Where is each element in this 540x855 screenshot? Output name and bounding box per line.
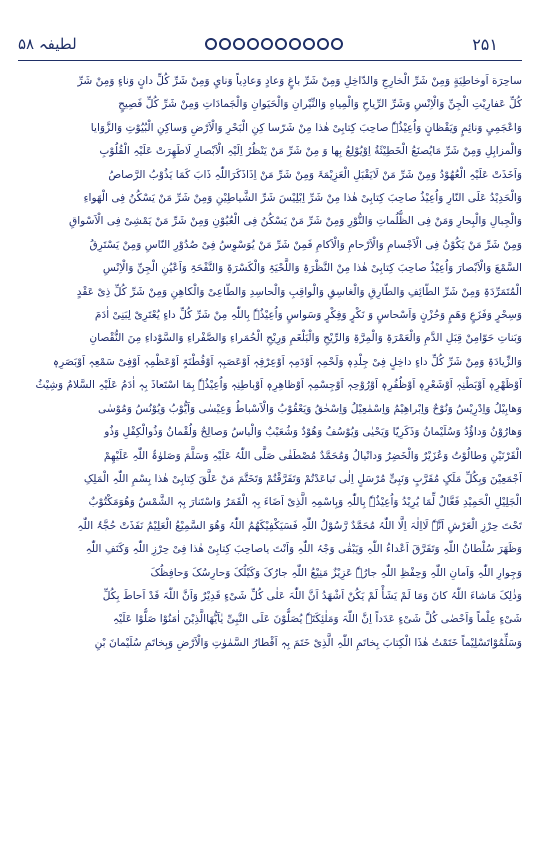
- body-text: [18, 70, 522, 839]
- ornament-ring-icon: [317, 38, 329, 50]
- text-line: وَاَخَذَتْ عَلَیْہِ الْعُھُوْدُ وَمِنْ شَرِّ مَنْ لَایَقْبَلِ الْعَزِیْمَۃَ وَمِنْ شَرِّ مَنْ اِذَاذَکَرَاللّٰہِ ذَابَ کَمَا یَذُوْبُ الرَّصاصُ: [108, 168, 522, 181]
- ornament-ring-icon: [275, 38, 287, 50]
- ornament-ring-icon: [205, 38, 217, 50]
- text-line: وَاعْجَمِیٍ وَنائِمٍ وَیَقْظانٍ وَاُعِیْذُہٗ صاحِبَ کِتابِیْ ھٰذا مِنْ شَرّسا کِنِ الْبَحْرِ وَالْاَرْضِ وَساکِنِ الْبُیُوْتِ وَالزَّوَایا: [90, 121, 522, 134]
- ornament-ring-icon: [289, 38, 301, 50]
- text-line: السَّمْعَ وَالْاَبْصارَ وَاُعِیْذُ صاحِبَ کِتابِیْ ھٰذا مِنْ النَّظْرَۃِ وَاللَّحْیَۃِ وَالْکَسْرَۃِ وَالنَّفْحَۃِ وَاَعْیُنِ الْجِنِّ وَالْاِنْسِ: [102, 262, 522, 275]
- text-line: اَوْظَھْرِہٖ اَوْبَطْنِہٖ اَوْشَعْرِہٖ اَوْظُفُرِہٖ اَوْرُوْحِہٖ اَوْجِسْمِہٖ اَوْظاھِرِہٖ اَوْباطِنِہٖ وَاُعِیْذُہٗ بِمَا اسْتَعاذَ بِہٖ اٰدَمُ عَلَیْہِ السَّلامُ وَشِیْثُ: [35, 379, 522, 392]
- text-line: الْمُتَمَرِّدَۃِ وَمِنْ شَرِّ الطّائِفِ وَالطّارِقِ وَالْغاسِقِ وَالْواقِبِ وَالْحاسِدِ وَالطّاعِیْ وَالْکاھِنِ وَمِنْ شَرِّ کُلِّ ذِیْ عَقْدٍ: [76, 285, 522, 298]
- text-line: تَحْتَ حِرْزِ الْعَرْشِ اَنَّہٗ لَااِلٰہَ اِلَّا اللّٰہُ مُحَمَّدٌ رَّسُوْلُ اللّٰہِ فَسَیَکْفِیْکَھُمُ اللّٰہُ وَھُوَ السَّمِیْعُ الْعَلِیْمُ نَفَذَتْ حُجَّۃُ اللّٰہِ: [77, 519, 522, 532]
- text-line: وَذٰلِکَ مَاشاءَ اللّٰہُ کانَ وَمَا لَمْ یَشَأْ لَمْ یَکُنْ اَشْھَدُ اَنَّ اللّٰہَ عَلٰی کُلِّ شَیْءٍ قَدِیْرٌ وَاَنَّ اللّٰہَ قَدْ اَحاطَ بِکُلِّ: [102, 589, 522, 602]
- ornament-ring-icon: [331, 38, 343, 50]
- text-line: اَجْمَعِیْنَ وَبِکُلِّ مَلَکٍ مُقَرَّبٍ وَنَبِیٍّ مُرْسَلٍ اِلٰی تَباعَدْتُمْ وَتَفَرَّقْتُمْ وَتَخَتَّمَ مَنْ عَلَّقَ کِتابِیْ ھٰذا بِسْمِ اللّٰہِ الْمَلِکِ: [83, 472, 522, 485]
- text-line: وَالْجِبالِ وَالْبِحارِ وَمَنْ فِی الظُّلُماتِ وَالنُّوْرِ وَمِنْ شَرِّ مَنْ یَسْکُنُ فِی الْعُیُوْنِ وَمِنْ شَرِّ مَنْ یَمْشِیْ فِی الْاَسْواقِ: [69, 215, 522, 228]
- text-line: الْقَرْنَیْنِ وَطالُوْتُ وَعُزَیْرٌ وَالْخَضِرُ وَدانْیالُ وَمُحَمَّدٌ مُصْطَفٰی صَلَّی اللّٰہُ عَلَیْہِ وَسَلَّمَ وَصَلوٰۃُ اللّٰہِ عَلَیْھِمْ: [103, 449, 522, 462]
- text-line: وَالْحَدِیْدُ عَلَی النّارِ وَاُعِیْذُ صاحِبَ کِتابِیْ ھٰذا مِنْ شَرِّ اِبْلِیْسَ شَرِّ الشَّیاطِیْنِ وَمِنْ شَرِّ مَنْ یَسْکُنُ فِی الْھَواءِ: [83, 192, 522, 205]
- text-line: ساحِرَة اَوخاطِیَةٍ وَمِنْ شَرِّ الْخارِجِ وَالدّاخِلِ وَمِنْ شَرِّ باغٍ وَعادٍ وَعادِیاً وَنایٍ وَمِنْ شَرِّ کُلِّ دانٍ وَناءٍ وَمِنْ شَرِّ: [77, 75, 522, 87]
- text-line: وَسَلِّمُوْاتَسْلِیْماً خَتَمْتُ ھٰذَا الْکِتابَ بِخاتَمِ اللّٰہِ الَّذِیْ خَتَمَ بِہٖ اَقْطارُ السَّمٰوٰتِ وَالْاَرْضِ وَبِخاتَمِ سُلَیْمانَ بْنِ: [94, 636, 522, 649]
- header-rule: [18, 60, 522, 61]
- ornament-ring-icon: [303, 38, 315, 50]
- text-line: الْجَلِیْلِ الْحَمِیْدِ فَعَّالٌ لِّمَا یُرِیْدُ وَاُعِیْذُہٗ بِاللّٰہِ وَبِاسْمِہِ الَّذِیْ اَضَاءَ بِہٖ الْقَمَرُ وَاسْتَنارَ بِہٖ الشَّمْسُ وَھُوَمَکْتُوْبٌ: [88, 496, 522, 509]
- text-line: وَسِحْرٍ وَفَزَعٍ وَھَمٍ وَحُزْنٍ وَاَسْحاسٍ وَ نَکْرٍ وَفِکْرٍ وَسَواسٍ وَاُعِیْذُہٗ بِاللّٰہِ مِنْ شَرِّ کُلِّ داءٍ یُعْتَرِیْ لِبَنِیْ اٰدَمَ: [94, 309, 522, 322]
- text-line: وَمِنْ شَرِّ مَنْ یَکُوْنُ فِی الْاَجْسامِ وَالْاَرْحامِ وَالْاَکامِ فَمِنْ شَرِّ مَنْ یُوَسْوِسُ فِیْ صُدُوْرِ النّاسِ وَمِنْ یَسْتَرِقُ: [89, 238, 522, 251]
- page-header: [18, 30, 522, 58]
- ornament-ring-icon: [233, 38, 245, 50]
- ornament-ring-icon: [261, 38, 273, 50]
- text-line: وَھارُوْنُ وَداؤُدُ وَسُلَیْمانُ وَذَکَرِیّا وَیَحْیٰی وَیُوْسُفُ وَھُوْدٌ وَشُعَیْبٌ وَالْیاسُ وَصالِحٌ وَلُقْمانُ وَذُوالْکِفْلِ وَذُو: [104, 426, 522, 439]
- header-ornament: [205, 38, 343, 50]
- text-line: کُلِّ عَفارِیْتِ الْجِنِّ وَالْاِنْسِ وَشَرِّ الرِّیاحِ وَالْمِیاهِ وَالنِّیْرانِ وَالْحَیَوانِ وَالْجَمادَاتِ وَمِنْ شَرِّ کُلِّ فَصِیحٍ: [118, 98, 522, 111]
- ornament-ring-icon: [247, 38, 259, 50]
- text-line: وَالزِّیادَۃِ وَمِنْ شَرِّ کُلِّ داءٍ داخِلٍ فِیْ جِلْدِہٖ وَلَحْمِہٖ اَوْدَمِہٖ اَوْعِرْقِہٖ اَوْعَصَبِہٖ اَوْقُطْنَۃٍ اَوْعَظْمِہٖ اَوْفِیْ سَمْعِہٖ اَوْبَصَرِہٖ: [52, 355, 522, 368]
- text-line: شَیْءٍ عِلْماً وَاَحْصٰی کُلَّ شَیْءٍ عَدَداً اِنَّ اللّٰہَ وَمَلٰئِکَتَہٗ یُصَلُّوْنَ عَلَی النَّبِیِّ یٰاَیُّھَاالَّذِیْنَ اٰمَنُوْا صَلُّوْا عَلَیْہِ: [112, 613, 522, 626]
- text-line: وَھابِیْلُ وَاِدْرِیْسُ وَنُوْحٌ وَاِبْراھِیْمُ وَاِسْمٰعِیْلُ وَاِسْحٰقُ وَیَعْقُوْبُ وَالْاَسْباطُ وَعِیْسٰی وَاَیُّوْبُ وَیُوْنُسُ وَمُوْسٰی: [98, 402, 522, 415]
- ornament-ring-icon: [219, 38, 231, 50]
- page-number: ۲۵۱: [472, 34, 498, 54]
- text-line: وَجِوارِ اللّٰہِ وَاَمانِ اللّٰہِ وَحِفْظِ اللّٰہِ جارُہٗ عَزِیْزٌ مَنِیْعُ اللّٰہِ جارُکَ وَکَیْلُکَ وَحارِسُکَ وَحافِظُکَ: [150, 566, 522, 579]
- text-line: وَظَھَرَ سُلْطانُ اللّٰہِ وَتَفَرَّقَ اَعْداءُ اللّٰہِ وَیَبْقٰی وَجْہُ اللّٰہِ وَاَنْتَ یاصاحِبَ کِتابِیْ ھٰذا فِیْ حِرْزِ اللّٰہِ وَکَنَفِ اللّٰہِ: [85, 543, 522, 556]
- chapter-title: لطیفہ ۵۸: [18, 35, 77, 53]
- text-line: وَبَناتِ حَوّامِنْ قِبَلِ الدَّمِ وَالْعَمْرَۃِ وَالْمِرَّۃِ وَالرِّیْحِ وَالْبَلْغَمِ وَرِیْحِ الْحُمَراءِ وَالصَّفْراءِ وَالسَّوْداءِ مِنَ النُّقْصانِ: [89, 332, 522, 345]
- text-line: وَالْمزابِلِ وَمِنْ شَرِّ مَایُصنَعُ الْخَطِیْئَةُ اِوْیُوْلِعُ بِھا وَ مِنْ شَرِّ مَنْ یَنْظُرُ اِلَیْہِ الْاَبْصارِ لَاطَھِرَتْ عَلَیْہِ الْقُلُوْبِ: [99, 145, 522, 158]
